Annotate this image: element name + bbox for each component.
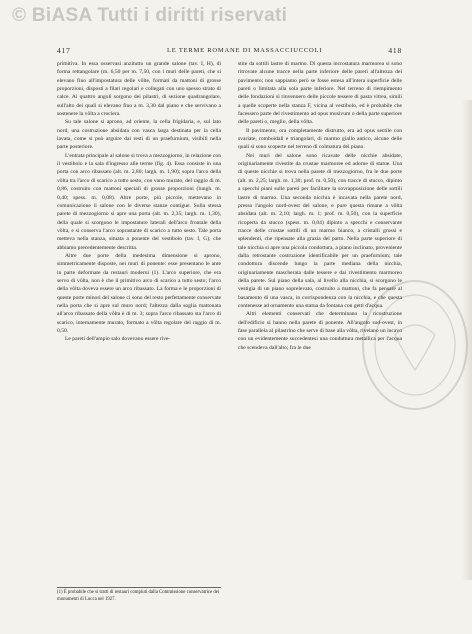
- paragraph: Le pareti dell'ampio salo dovevano essere rive-: [65, 336, 171, 343]
- left-column: [57, 60, 221, 344]
- paragraph: L'entrata principale al salone si trova a mezzogiorno, in relazione con il vestibolo e la sala d'ingresso alle terme (fig. 4). Essa consiste in una porta con arco ribassato (alt. m. 2,80; largh. m. 1,90); sopra l'arco della vôlta tra l'arco di scarico a tutto sesto, con vano murato, del raggio di m. 0,86, costruito con mattoni speciali di grosse proporzioni (lungh. m. 0,40; spess. m. 0,08). Altre porte, più piccole, mettevano in comunicazione il salone con le diverse stanze contigue. Sulla stessa parete di mezzogiorno si apre una porta (alt. m. 2,35; largh. m. 1,30), della quale si scorgono le impostature laterali dell'arco frontale della vôlta, e si conserva l'arco soprastante di scarico a tutto sesto. Tale porta metteva nella stanza, situata a ponente del vestibolo (tav. I, G), che abbiamo precedentemente descritta.: [57, 152, 221, 251]
- paragraph: primitiva. In essa osservasi anzitutto un grande salone (tav. I, H), di forma rettangolare (m. 6,50 per m. 7,50, con i muri delle pareti, che si elevano fino all'impostatura delle vôlte, formati da mattoni di grosse proporzioni, disposti a filari regolari e collegati con uno spesso strato di calce. Ai quattro angoli sorgono dei pilastri, di sezione quadrangolare, sull'alto dei quali si elevano fino a m. 3,30 dal piano e che servivano a sostenere la vôlta a crociera.: [57, 61, 221, 118]
- running-title: LE TERME ROMANE DI MASSACCIUCCOLI: [167, 47, 323, 54]
- paragraph: Il pavimento, ora completamente distrutto, era ad opus sectile con svariate, romboidali e triangolari, di marmo giallo antico, alcune delle quali si sono scoperte nel terreno di colmatura del piano.: [238, 127, 402, 151]
- right-column: [238, 60, 402, 352]
- paragraph: Altre due porte della medesima dimensione si aprono, simmetricamente disposte, nei muri di ponente: esse presentano le ante in parte deformate da restauri moderni (1). L'arco superiore, che era servo di vôlta, non è che il primitivo arco di scarico a tutto sesto; l'arco della vôlta doveva essere un arco ribassato. La forma e le proporzioni di queste porte minori del salone ci sono del resto perfettamente conservate nella porta che si apre sul muro nord; l'altezza dalla soglia mattonata all'arco ribassato della vôlta è di m. 3; sopra l'arco ribassato sta l'arco di scarico, internamente murato, formato a vôlta regolare del raggio di m. 0,50.: [57, 252, 221, 334]
- paragraph: Altri elementi conservati che determinano la ricostruzione dell'edificio si hanno nella parete di ponente. All'angolo sud-ovest, in fase parallela al pilastrino che serve di base alla vôlta, rivelano un incavo con un evidentemente succedentesi una conduttura metallica per l'acqua che scendeva dall'alto; fra le due: [238, 311, 402, 351]
- paragraph: stite da sottili lastre di marmo. Di questa incrostatura marmorea si sono ritrovate alcune tracce nella parte inferiore delle pareti all'altezza del pavimento; non sappiamo però se fosse estesa all'intera superficie delle pareti o limitata alla sola parte inferiore. Nel terreno di riempimento delle fondazioni si rinvennero delle piccole tessere di pasta vitrea, simili a quelle scoperte nella stanza F, vicina al vestibolo, ed è probabile che facessero parte del rivestimento ad opus musivum o della parte superiore delle pareti o, meglio, della vôlta.: [238, 61, 402, 126]
- paragraph: Su tale salone si aprono, ad oriente, la cella frigidaria, e, sul lato nord, una costruzione absidata con vasca larga destinata per la cella lavata, come si può arguire dai resti di un praefurnium, visibili nella parte posteriore.: [57, 119, 221, 151]
- running-header: [57, 46, 402, 58]
- page-number-left: 417: [57, 46, 71, 55]
- page-number-right: 418: [388, 46, 402, 55]
- paragraph: Nei muri del salone sono ricavate delle nicchie absidate, originariamente rivestite da crustae marmoree ed adorne di statue. Una di queste nicchie si trova nella parete di mezzogiorno, fra le due porte (alt. m. 2,25; largh. m. 1,30; prof. m. 0,50), con tracce di stucco, dipinto a specchi piani sulle pareti per facilitare la sovrapposizione delle sottili lastre di marmo. Una seconda nicchia è incavata nella parete nord, presso l'angolo nord-ovest del salone, e pure questa rimane a vôlta absidata (alt. m. 2,10; largh. m. 1; prof. m. 0,50), con la superficie ricoperta da stucco (spess. m. 0,04) dipinto a specchi e conservante tracce delle crustae sottili di un marmo bianco, a cristalli grossi e splendenti, che ripensate alla grazia del parto. Nella parte superiore di tale nicchia si apre una piccola condottura, a piano inclinato, proveniente dalla retrostante costruzione identificabile per un praefurnium; tale condottura discende lungo la parte mediana della nicchia, originariamente mascherata dalle tessere e dai rivestimento marmoreo della parete. Sul piano della sala, al livello alla nicchia, si scorgono le vestigia di un piano soprelevato, costruito a mattoni, che fa pensare al basamento di una vasca, in corrispondenza con la nicchia, e che questa contenesse ad ornamento una statua da fontana con getti d'acqua.: [238, 152, 402, 309]
- footnote: (1) È probabile che si tratti di restauri compiuti dalla Commissione conservatrice dei monumenti di Lucca nel 1927.: [57, 587, 221, 603]
- page-edge-shadow: [462, 100, 472, 580]
- watermark-text: © BiASA Tutti i diritti riservati: [12, 5, 288, 26]
